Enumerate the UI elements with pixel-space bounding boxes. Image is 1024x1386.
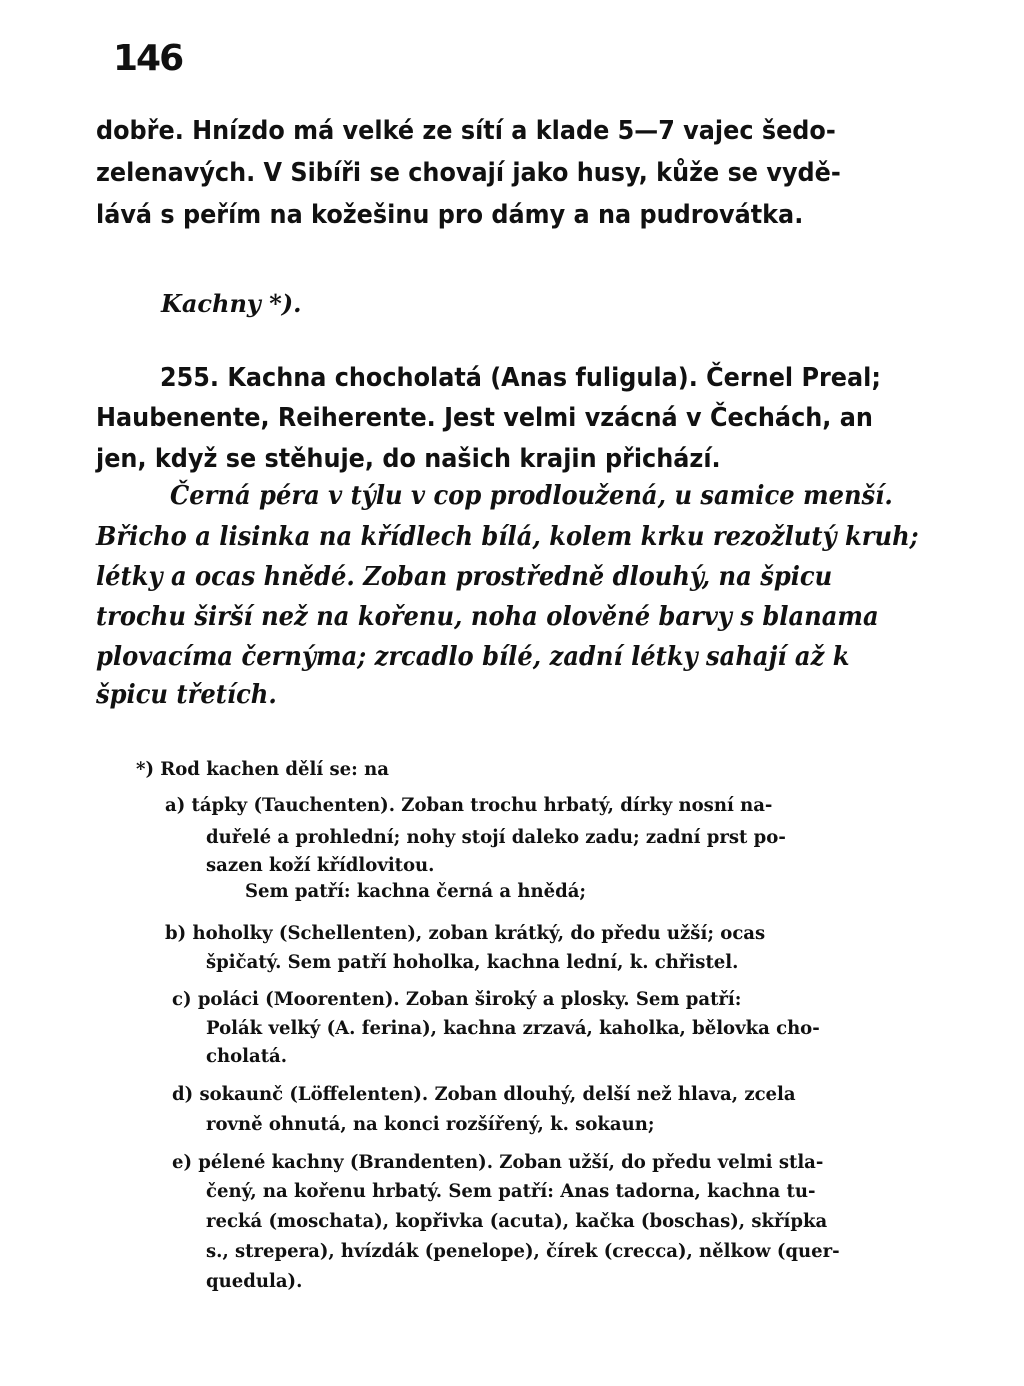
description-line5: plovacíma černýma; zrcadlo bílé, zadní létky sahají až k (96, 642, 850, 672)
description-line1: Černá péra v týlu v cop prodloužená, u samice menší. (170, 481, 893, 511)
section-heading: Kachny *). (161, 289, 302, 318)
description-line4: trochu širší než na kořenu, noha olověné barvy s blanama (96, 602, 879, 632)
description-line2: Břicho a lisinka na křídlech bílá, kolem krku rezožlutý kruh; (96, 522, 919, 552)
footnote-a-line2: duřelé a prohlední; nohy stojí daleko zadu; zadní prst po- (206, 826, 786, 848)
paragraph1-line3: lává s peřím na kožešinu pro dámy a na pudrovátka. (96, 200, 804, 230)
description-line6: špicu třetích. (96, 680, 277, 710)
footnote-c-line2: Polák velký (A. ferina), kachna zrzavá, kaholka, bělovka cho- (206, 1017, 820, 1039)
footnote-d-line2: rovně ohnutá, na konci rozšířený, k. sokaun; (206, 1113, 655, 1135)
footnote-b-line1: b) hoholky (Schellenten), zoban krátký, do předu užší; ocas (165, 922, 766, 944)
entry255-line3: jen, když se stěhuje, do našich krajin přichází. (96, 444, 721, 474)
footnote-e-line2: čený, na kořenu hrbatý. Sem patří: Anas tadorna, kachna tu- (206, 1180, 816, 1202)
footnote-d-line1: d) sokaunč (Löffelenten). Zoban dlouhý, delší než hlava, zcela (172, 1083, 796, 1105)
entry255-line1: 255. Kachna chocholatá (Anas fuligula). Černel Preal; (160, 363, 881, 393)
entry255-line2: Haubenente, Reiherente. Jest velmi vzácná v Čechách, an (96, 403, 873, 433)
footnote-intro: *) Rod kachen dělí se: na (136, 758, 389, 780)
footnote-c-line3: cholatá. (206, 1045, 288, 1067)
footnote-a-line1: a) tápky (Tauchenten). Zoban trochu hrbatý, dírky nosní na- (165, 794, 773, 816)
description-line3: létky a ocas hnědé. Zoban prostředně dlouhý, na špicu (96, 562, 833, 592)
footnote-a-line4: Sem patří: kachna černá a hnědá; (245, 880, 587, 902)
footnote-e-line5: quedula). (206, 1270, 303, 1292)
paragraph1-line2: zelenavých. V Sibíři se chovají jako husy, kůže se vydě- (96, 158, 841, 188)
paragraph1-line1: dobře. Hnízdo má velké ze sítí a klade 5—7 vajec šedo- (96, 116, 836, 146)
footnote-b-line2: špičatý. Sem patří hoholka, kachna lední, k. chřistel. (206, 951, 739, 973)
page-number: 146 (113, 38, 183, 79)
footnote-e-line1: e) pélené kachny (Brandenten). Zoban užší, do předu velmi stla- (172, 1151, 824, 1173)
footnote-c-line1: c) poláci (Moorenten). Zoban široký a plosky. Sem patří: (172, 988, 742, 1010)
footnote-a-line3: sazen koží křídlovitou. (206, 854, 435, 876)
footnote-e-line3: recká (moschata), kopřivka (acuta), kačka (boschas), skřípka (206, 1210, 828, 1232)
footnote-e-line4: s., strepera), hvízdák (penelope), čírek (crecca), nělkow (quer- (206, 1240, 840, 1262)
